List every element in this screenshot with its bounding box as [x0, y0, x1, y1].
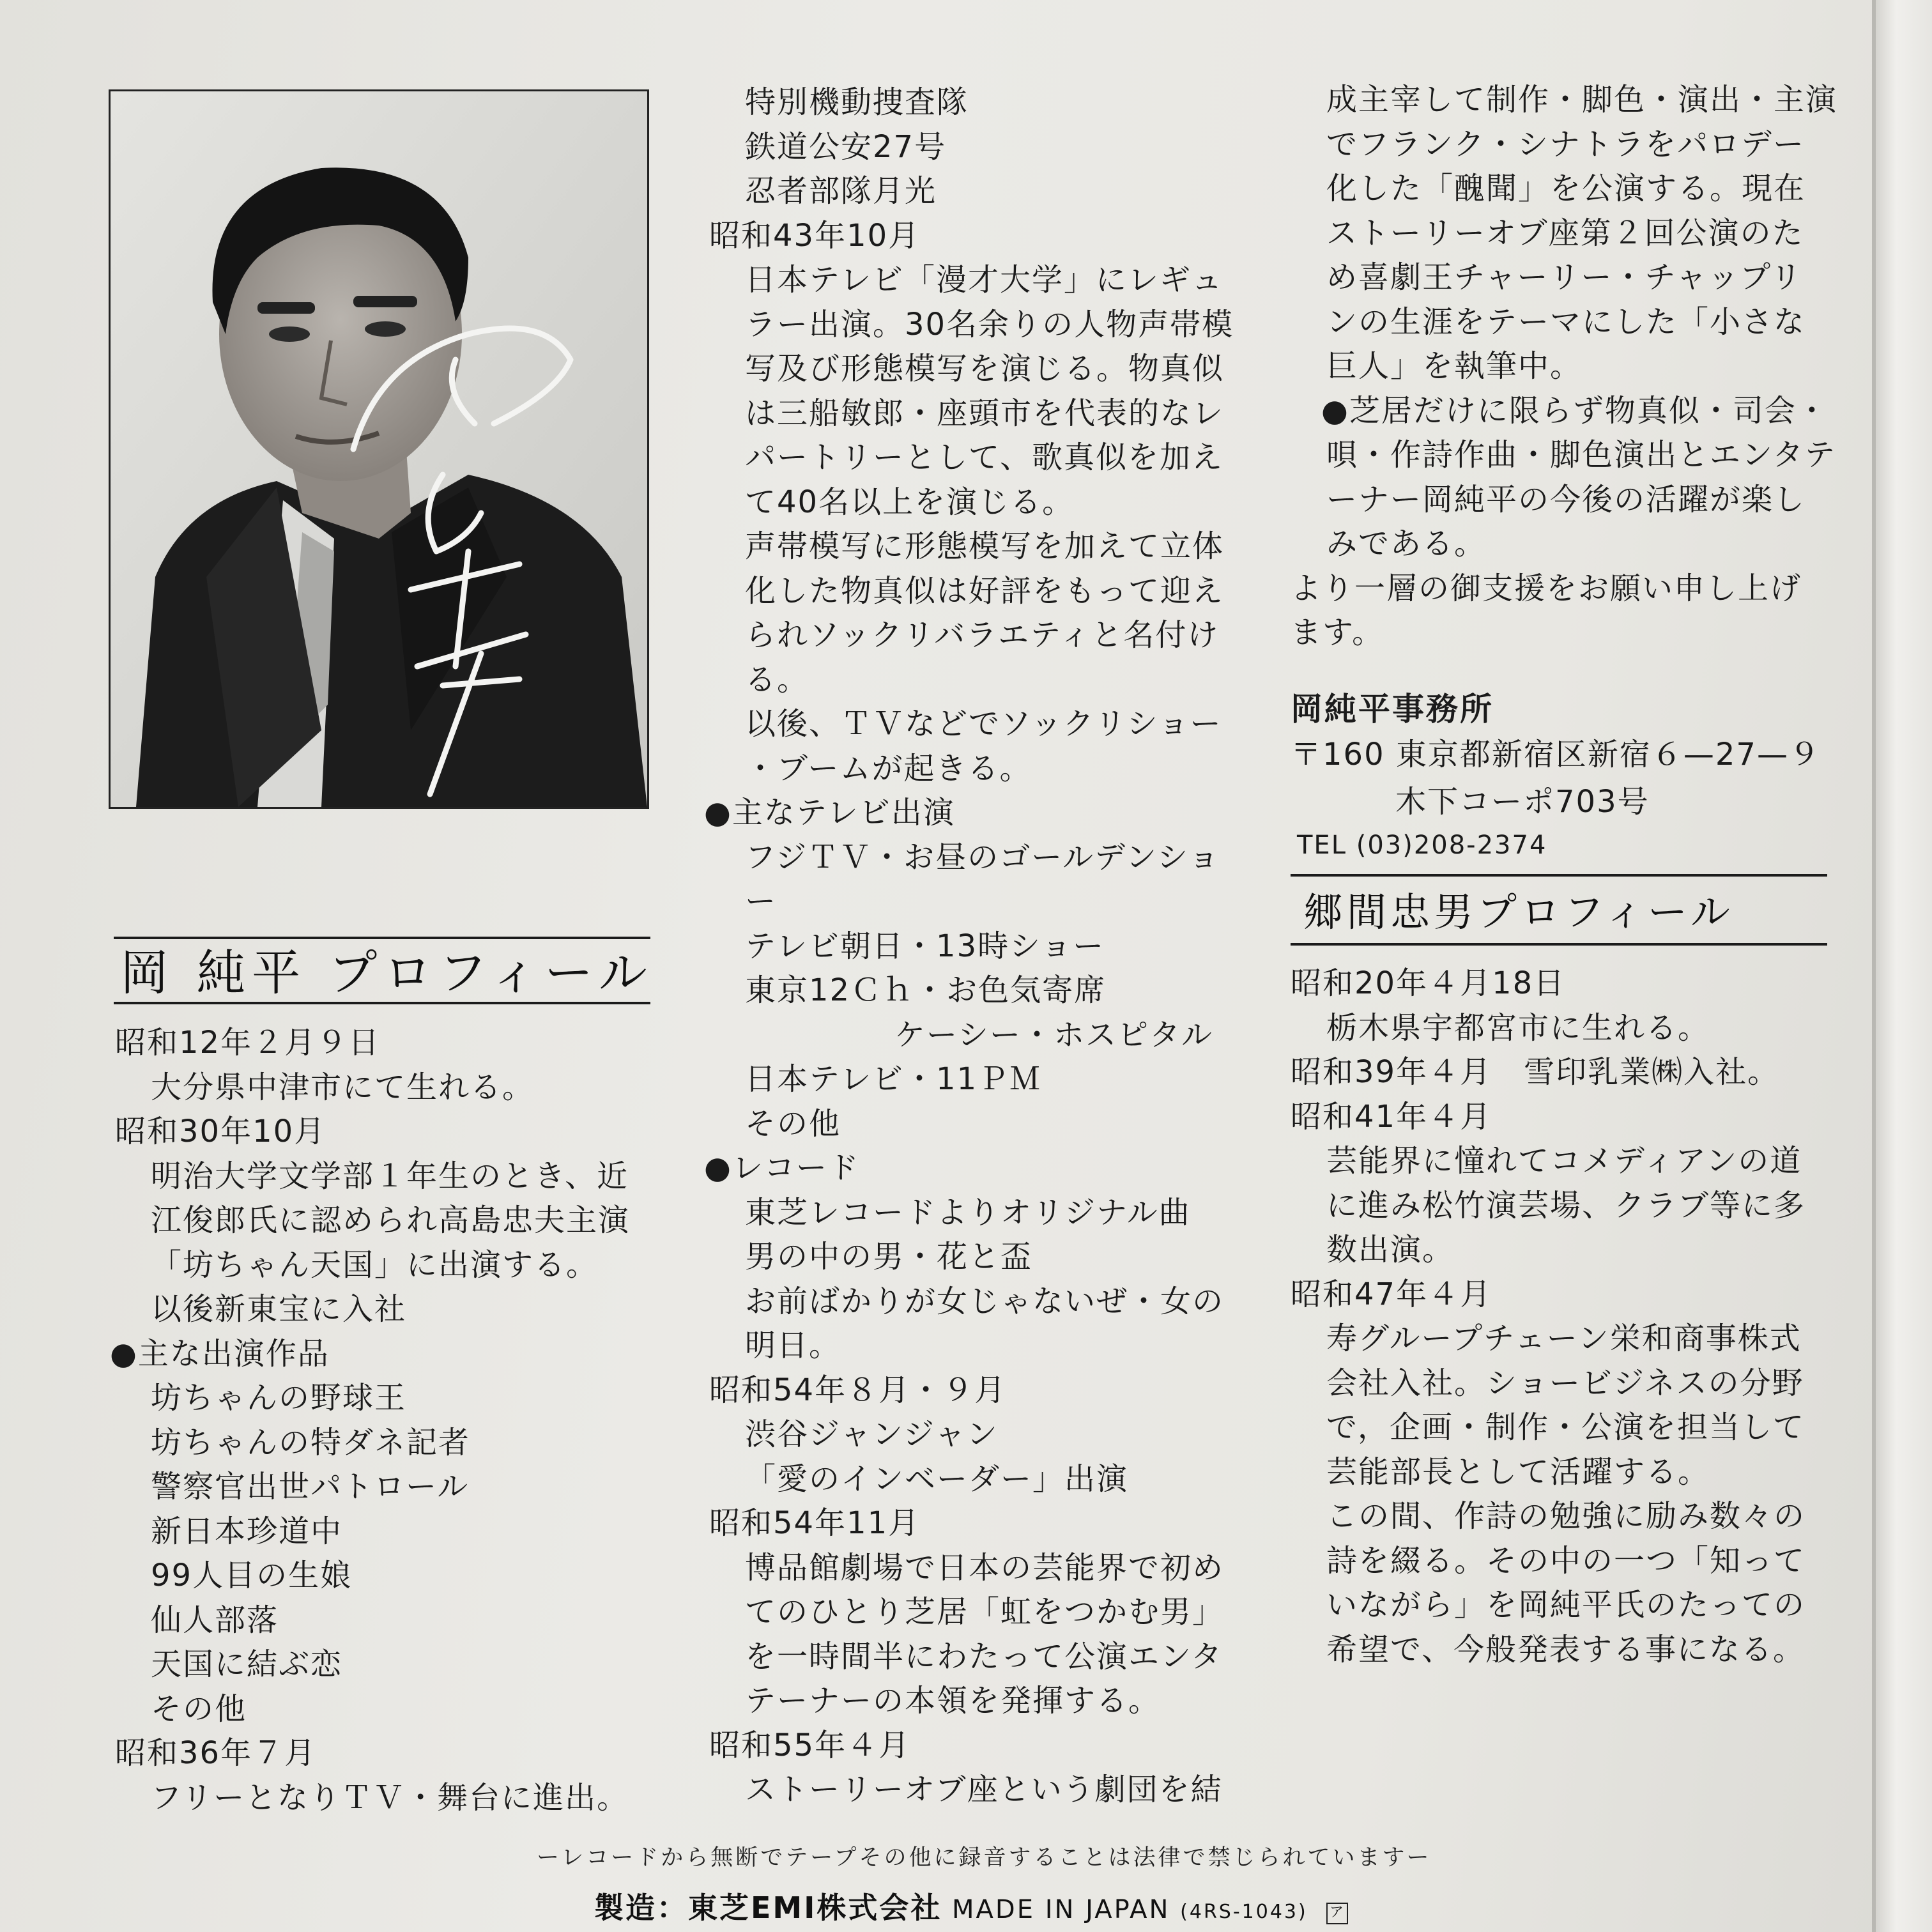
text-line: 昭和55年４月 — [709, 1727, 911, 1763]
text-line: 昭和30年10月 — [115, 1114, 326, 1149]
text-line: 明治大学文学部１年生のとき、近 — [151, 1158, 629, 1194]
text-line: ンの生涯をテーマにした「小さな — [1326, 303, 1806, 340]
text-line: お前ばかりが女じゃないぜ・女の — [745, 1283, 1225, 1319]
rating-mark-icon: ア — [1326, 1903, 1348, 1924]
text-line: 坊ちゃんの特ダネ記者 — [151, 1424, 471, 1460]
profile-column-1 — [110, 1021, 664, 1820]
text-line: 数出演。 — [1326, 1232, 1455, 1268]
text-line: 以後新東宝に入社 — [151, 1291, 407, 1327]
text-line: 江俊郎氏に認められ高島忠夫主演 — [151, 1202, 631, 1238]
text-line: ストーリーオブ座第２回公演のた — [1326, 215, 1804, 251]
text-line: に進み松竹演芸場、クラブ等に多 — [1326, 1187, 1806, 1223]
text-line: る。 — [745, 661, 809, 698]
text-line: 博品館劇場で日本の芸能界で初め — [745, 1549, 1225, 1586]
text-line: テレビ朝日・13時ショー — [745, 928, 1105, 964]
text-line: パートリーとして、歌真似を加え — [745, 440, 1224, 475]
text-line: 「愛のインベーダー」出演 — [745, 1460, 1129, 1497]
text-line: てのひとり芝居「虹をつかむ男」 — [745, 1594, 1225, 1630]
text-line: 会社入社。ショービジネスの分野 — [1326, 1365, 1804, 1401]
text-line: 化した物真似は好評をもって迎え — [745, 572, 1225, 609]
text-line: 特別機動捜査隊 — [745, 84, 969, 120]
text-line: その他 — [745, 1105, 841, 1142]
text-line: 声帯模写に形態模写を加えて立体 — [745, 528, 1225, 564]
text-line: て40名以上を演じる。 — [745, 484, 1075, 520]
text-line: ケーシー・ホスピタル — [894, 1016, 1214, 1053]
text-line: 化した「醜聞」を公演する。現在 — [1326, 171, 1806, 206]
made-in-label: MADE IN JAPAN — [952, 1895, 1170, 1924]
text-line: 昭和12年２月９日 — [115, 1025, 381, 1061]
text-line: いながら」を岡純平氏のたっての — [1326, 1587, 1806, 1623]
text-line: 天国に結ぶ恋 — [151, 1646, 343, 1682]
text-line: 東京12Ｃｈ・お色気寄席 — [745, 972, 1107, 1008]
text-line: 以後、ＴＶなどでソックリショー — [745, 706, 1222, 742]
text-line: 昭和54年11月 — [709, 1505, 921, 1541]
text-line: を一時間半にわたって公演エンタ — [745, 1638, 1223, 1675]
office-address-line2: 木下コーポ703号 — [1395, 784, 1650, 820]
profile-column-2 — [704, 80, 1259, 1813]
text-line: 東芝レコードよりオリジナル曲 — [745, 1194, 1191, 1230]
text-line: 日本テレビ「漫才大学」にレギュ — [745, 262, 1224, 298]
text-line: 99人目の生娘 — [151, 1558, 353, 1593]
text-line: 巨人」を執筆中。 — [1326, 348, 1583, 384]
text-line: で，企画・制作・公演を担当して — [1326, 1409, 1805, 1445]
text-line: 鉄道公安27号 — [745, 128, 947, 165]
text-line: 仙人部落 — [151, 1602, 279, 1638]
text-line: 昭和20年４月18日 — [1291, 965, 1566, 1001]
text-line: ます。 — [1291, 615, 1384, 650]
text-line: 男の中の男・花と盃 — [745, 1239, 1033, 1275]
text-line: 寿グループチェーン栄和商事株式 — [1326, 1321, 1802, 1356]
text-line: ●芝居だけに限らず物真似・司会・ — [1321, 392, 1828, 429]
sleeve-edge — [1872, 0, 1932, 1932]
office-telephone: TEL (03)208-2374 — [1297, 831, 1547, 860]
text-line: 昭和43年10月 — [709, 217, 921, 254]
text-line: より一層の御支援をお願い申し上げ — [1291, 570, 1802, 606]
text-line: 芸能界に憧れてコメディアンの道 — [1326, 1143, 1802, 1179]
text-line: 坊ちゃんの野球王 — [151, 1380, 407, 1416]
text-line: ●主な出演作品 — [110, 1335, 330, 1372]
text-line: 昭和39年４月 雪印乳業㈱入社。 — [1291, 1054, 1780, 1090]
catalog-number: (4RS-1043) — [1180, 1901, 1308, 1923]
portrait-image — [111, 91, 647, 807]
text-line: その他 — [151, 1690, 247, 1727]
text-line: 大分県中津市にて生れる。 — [151, 1069, 535, 1105]
profile-column-goma — [1291, 962, 1853, 1672]
profile-heading-oka: 岡 純平 プロフィール — [114, 937, 650, 1004]
text-line: 日本テレビ・11ＰＭ — [745, 1061, 1042, 1097]
text-line: ●レコード — [704, 1150, 860, 1186]
text-line: 成主宰して制作・脚色・演出・主演 — [1326, 82, 1838, 118]
text-line: テーナーの本領を発揮する。 — [745, 1683, 1161, 1719]
text-line: 明日。 — [745, 1328, 841, 1363]
text-line: 渋谷ジャンジャン — [745, 1416, 999, 1452]
copyright-notice: ーレコードから無断でテープその他に録音することは法律で禁じられていますー — [537, 1845, 1432, 1871]
text-line: でフランク・シナトラをパロデー — [1326, 126, 1805, 162]
text-line: 「坊ちゃん天国」に出演する。 — [151, 1246, 599, 1283]
portrait-photo — [109, 89, 649, 809]
office-name: 岡純平事務所 — [1291, 691, 1494, 728]
profile-column-3 — [1291, 78, 1853, 656]
text-line: られソックリバラエティと名付け — [745, 617, 1220, 653]
office-address-line1: 〒160 東京都新宿区新宿６—27—９ — [1291, 737, 1821, 772]
text-line: この間、作詩の勉強に励み数々の — [1326, 1498, 1806, 1534]
text-line: ー — [745, 884, 778, 919]
text-line: め喜劇王チャーリー・チャップリ — [1326, 259, 1803, 295]
text-line: 昭和41年４月 — [1291, 1098, 1492, 1135]
text-line: 詩を綴る。その中の一つ「知って — [1326, 1542, 1806, 1579]
text-line: 希望で、今般発表する事になる。 — [1326, 1631, 1805, 1667]
text-line: 昭和54年８月・９月 — [709, 1372, 1007, 1408]
text-line: 新日本珍道中 — [151, 1513, 343, 1549]
text-line: 警察官出世パトロール — [151, 1469, 470, 1505]
manufacturer-line — [594, 1885, 1348, 1927]
text-line: ・ブームが起きる。 — [745, 750, 1032, 786]
text-line: 昭和47年４月 — [1291, 1276, 1492, 1312]
text-line: フリーとなりＴＶ・舞台に進出。 — [151, 1779, 629, 1816]
text-line: 昭和36年７月 — [115, 1735, 317, 1771]
text-line: フジＴＶ・お昼のゴールデンショ — [745, 839, 1221, 875]
text-line: ●主なテレビ出演 — [704, 795, 955, 831]
text-line: みである。 — [1326, 526, 1487, 562]
text-line: は三船敏郎・座頭市を代表的なレ — [745, 395, 1225, 431]
text-line: 芸能部長として活躍する。 — [1326, 1453, 1710, 1490]
text-line: ーナー岡純平の今後の活躍が楽し — [1326, 481, 1806, 518]
text-line: 栃木県宇都宮市に生れる。 — [1326, 1009, 1710, 1046]
profile-heading-goma: 郷間忠男プロフィール — [1291, 874, 1827, 946]
manufacturer-label: 製造：東芝EMI株式会社 — [594, 1890, 942, 1925]
text-line: 唄・作詩作曲・脚色演出とエンタテ — [1326, 437, 1837, 473]
text-line: ストーリーオブ座という劇団を結 — [745, 1772, 1223, 1807]
text-line: 写及び形態模写を演じる。物真似 — [745, 351, 1225, 387]
text-line: ラー出演。30名余りの人物声帯模 — [745, 306, 1234, 342]
text-line: 忍者部隊月光 — [745, 173, 937, 209]
